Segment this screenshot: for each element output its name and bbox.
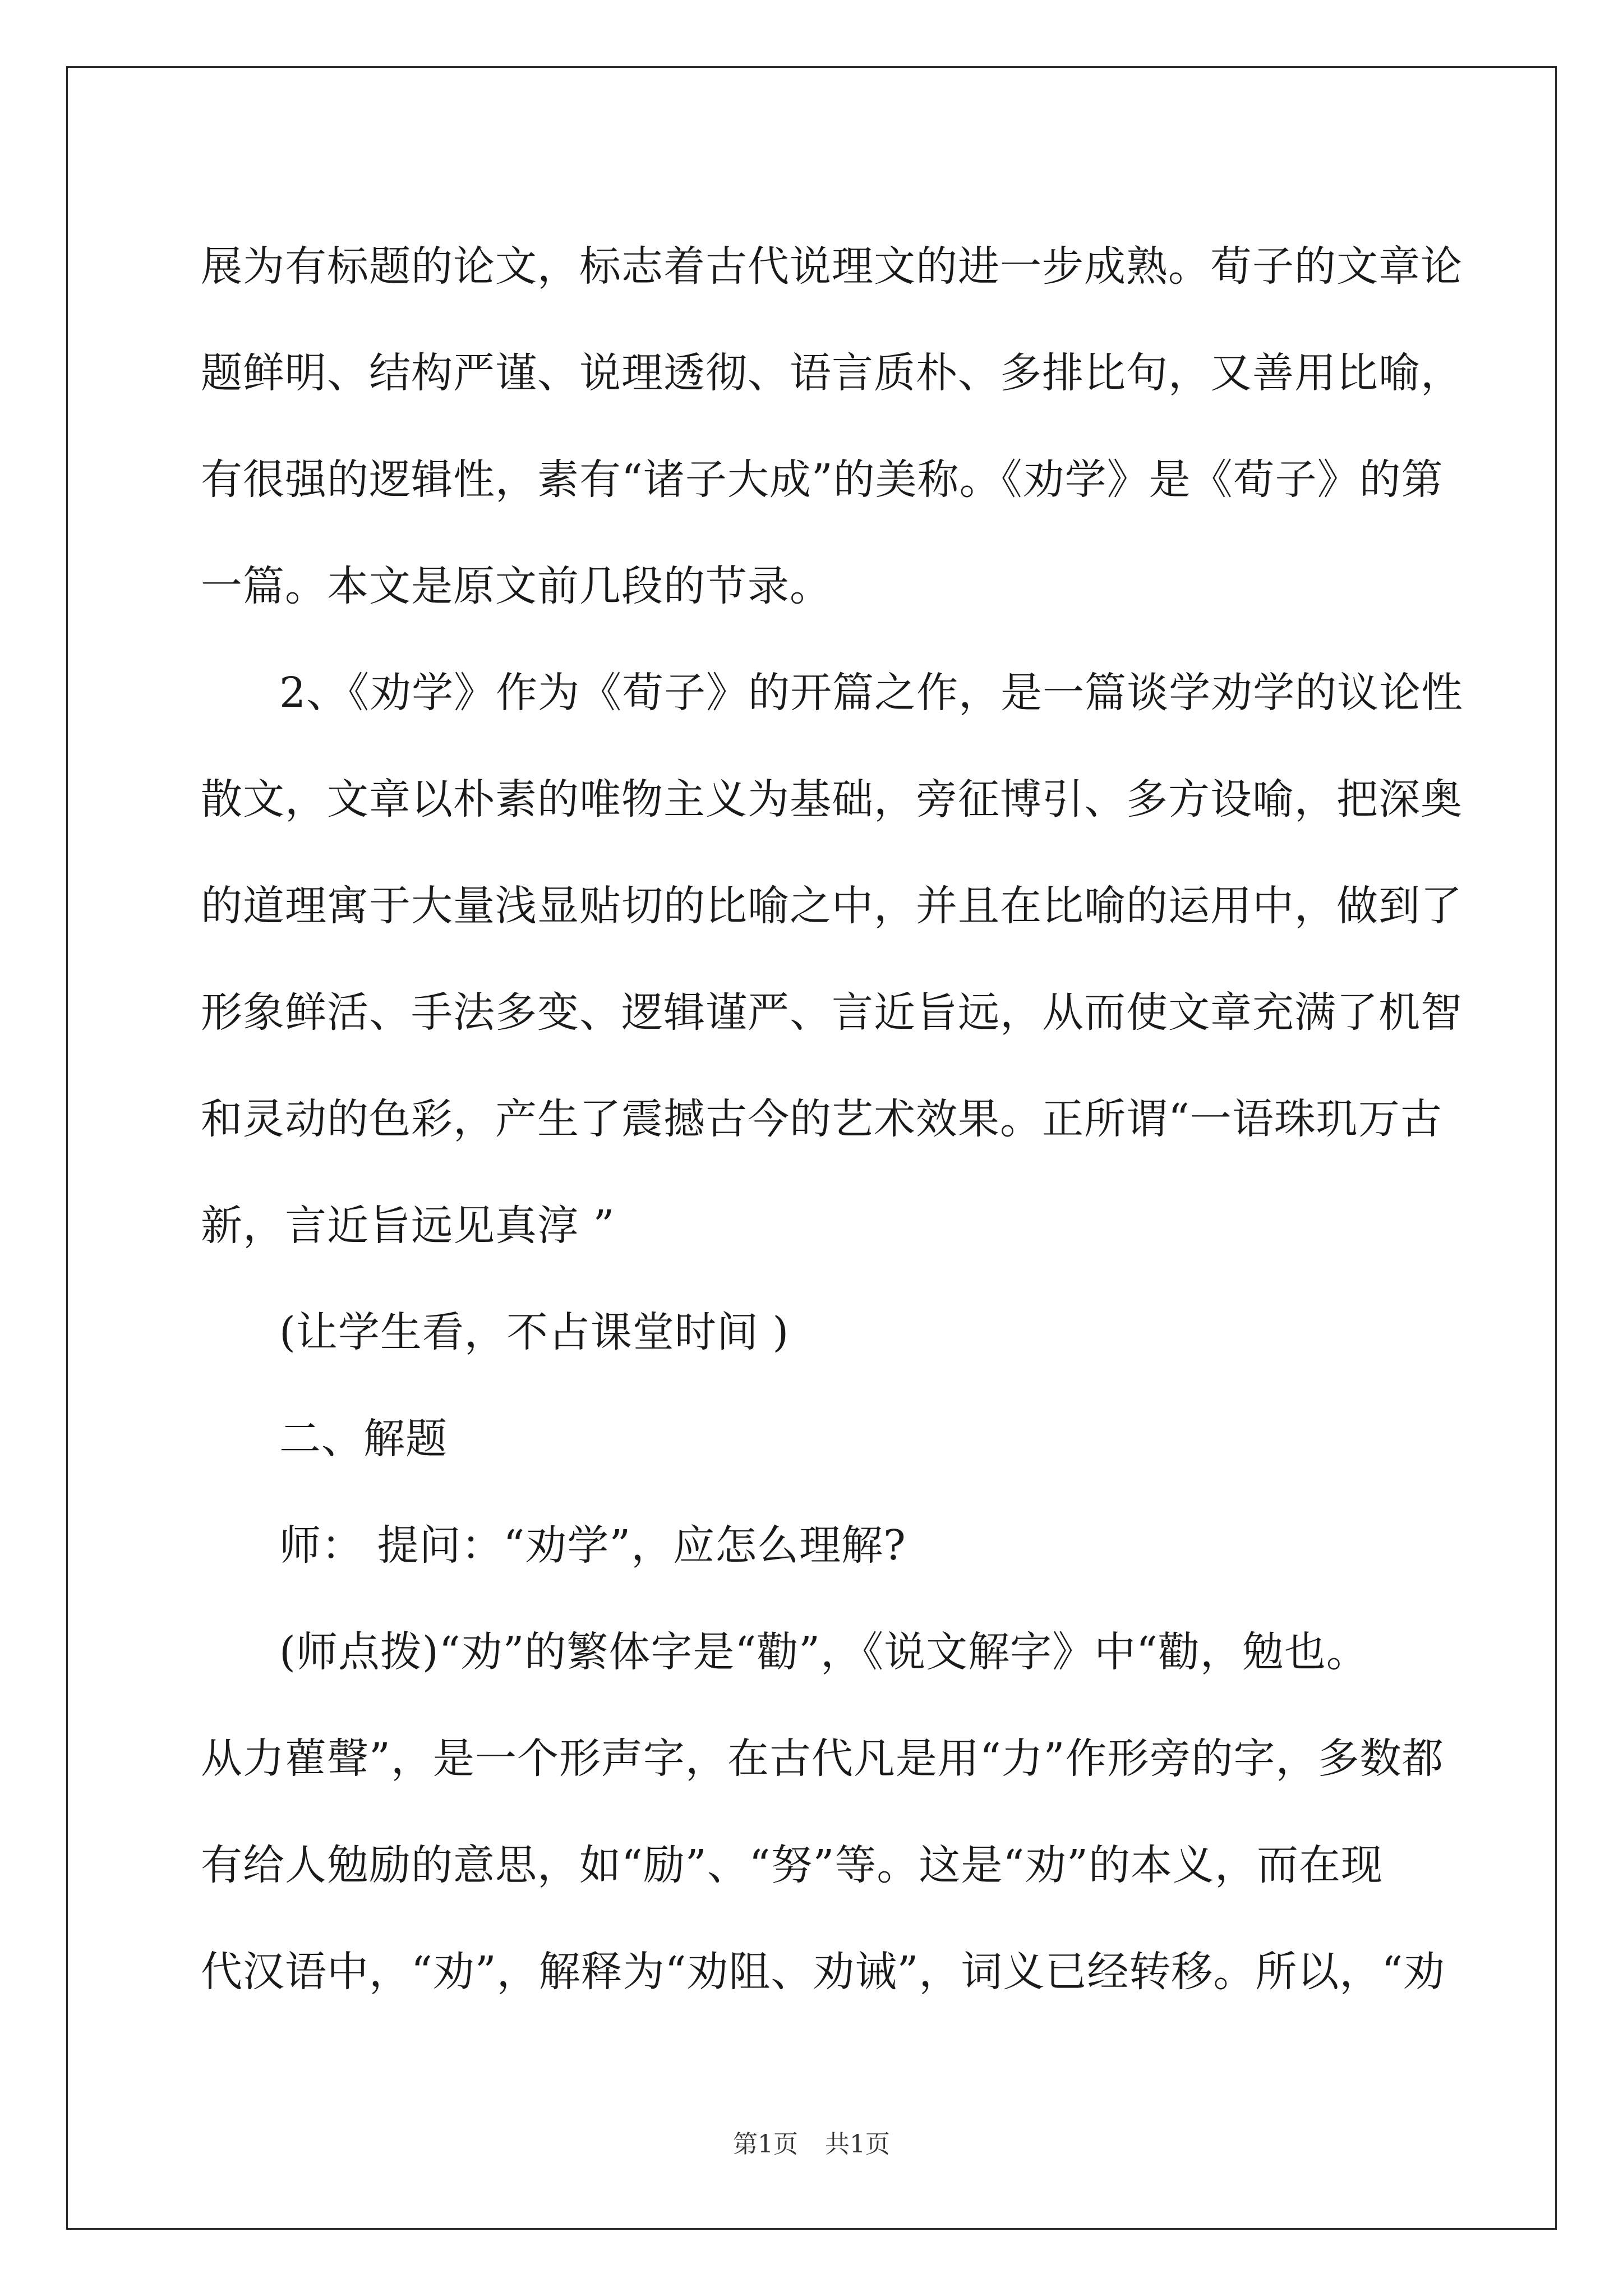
teacher-question-line: 师： 提问：“劝学”，应怎么理解? <box>279 1521 906 1570</box>
paragraph-start-line: (师点拨)“劝”的繁体字是“勸”，《说文解字》中“勸，勉也。 <box>279 1628 1368 1676</box>
text-line: 从力雚聲”，是一个形声字，在古代凡是用“力”作形旁的字，多数都 <box>201 1734 1444 1783</box>
text-line: 代汉语中，“劝”，解释为“劝阻、劝诫”，词义已经转移。所以，“劝 <box>201 1948 1446 1996</box>
page-footer <box>0 2124 1623 2160</box>
page-total: 共1页 <box>825 2130 890 2159</box>
text-line: 有给人勉励的意思，如“励”、“努”等。这是“劝”的本义，而在现 <box>201 1841 1383 1889</box>
page-number: 第1页 <box>733 2130 798 2159</box>
text-line: 展为有标题的论文，标志着古代说理文的进一步成熟。荀子的文章论 <box>201 242 1463 291</box>
text-line: 有很强的逻辑性，素有“诸子大成”的美称。《劝学》是《荀子》的第 <box>201 455 1444 504</box>
text-line: 散文，文章以朴素的唯物主义为基础，旁征博引、多方设喻，把深奥 <box>201 775 1463 823</box>
note-line: (让学生看，不占课堂时间 ) <box>279 1308 790 1356</box>
paragraph-start-line: 2、《劝学》作为《荀子》的开篇之作，是一篇谈学劝学的议论性 <box>279 669 1464 717</box>
text-line: 新，言近旨远见真淳 ” <box>201 1202 615 1250</box>
text-line: 和灵动的色彩，产生了震撼古今的艺术效果。正所谓“一语珠玑万古 <box>201 1095 1442 1143</box>
document-body <box>201 213 1464 2025</box>
text-line: 的道理寓于大量浅显贴切的比喻之中，并且在比喻的运用中，做到了 <box>201 882 1463 930</box>
text-line: 形象鲜活、手法多变、逻辑谨严、言近旨远，从而使文章充满了机智 <box>201 988 1463 1037</box>
text-line: 题鲜明、结构严谨、说理透彻、语言质朴、多排比句，又善用比喻， <box>201 349 1463 397</box>
section-heading: 二、解题 <box>279 1415 448 1463</box>
text-line: 一篇。本文是原文前几段的节录。 <box>201 562 832 610</box>
